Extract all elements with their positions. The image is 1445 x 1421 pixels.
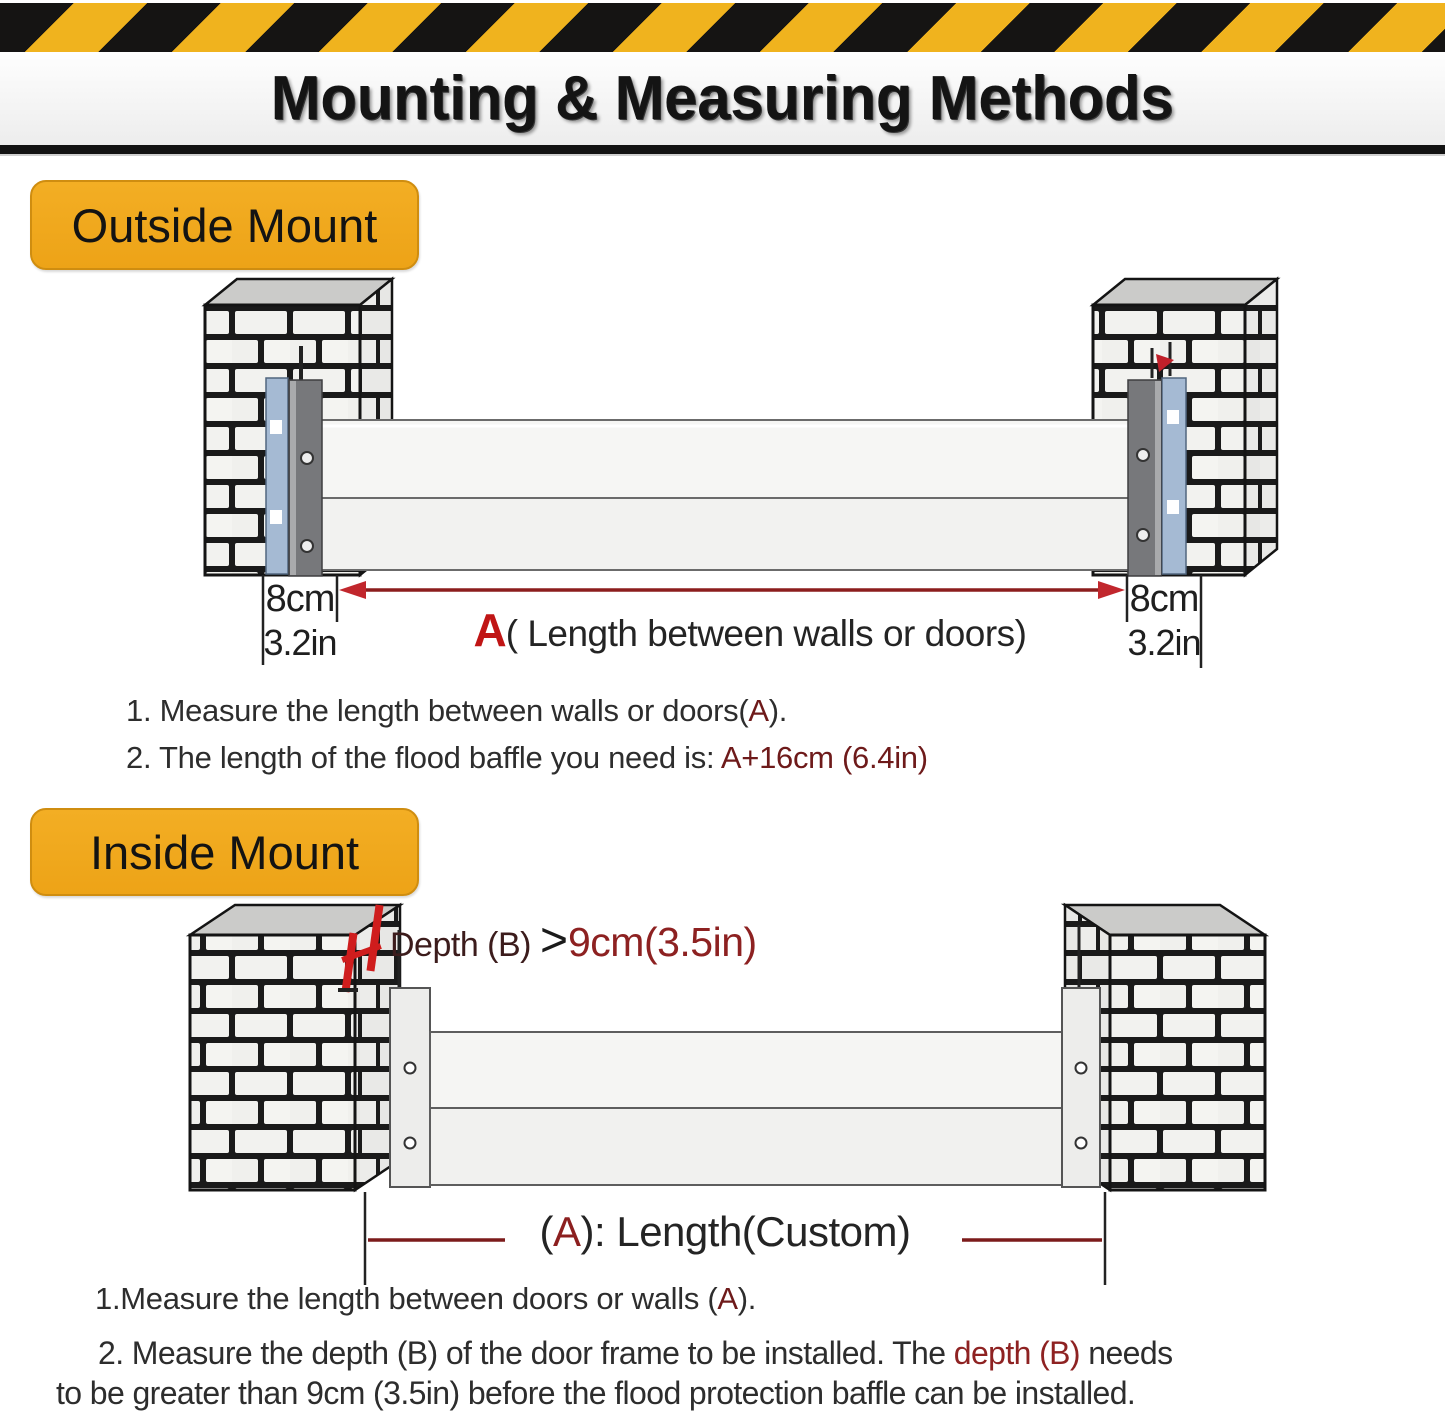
length-dimension-arrow	[339, 581, 1125, 599]
outside-step-2-formula: A+16cm (6.4in)	[720, 740, 928, 775]
inside-step-1-A: A	[717, 1281, 738, 1316]
flood-baffle-panels	[430, 1032, 1062, 1185]
inside-step-2-line2	[56, 1375, 1135, 1412]
inside-mount-label-text: Inside Mount	[89, 825, 360, 879]
outside-step-2	[126, 740, 928, 776]
inside-step-1-text: 1.Measure the length between doors or walls (	[95, 1281, 718, 1316]
inside-step-2-end: needs	[1079, 1335, 1173, 1371]
left-offset-cm: 8cm	[265, 578, 335, 620]
title-band	[0, 52, 1445, 145]
outside-mount-label-text: Outside Mount	[71, 198, 378, 252]
left-offset-in: 3.2in	[263, 622, 337, 663]
mounting-channel-left	[266, 346, 322, 576]
greater-than-sign: >	[539, 914, 568, 967]
page-title: Mounting & Measuring Methods	[271, 64, 1174, 133]
outside-step-1	[126, 693, 787, 729]
inside-step-2-continued: to be greater than 9cm (3.5in) before the flood protection baffle can be installed.	[56, 1375, 1136, 1411]
flood-baffle-panels	[310, 420, 1140, 570]
length-custom-text: ): Length(Custom)	[580, 1208, 911, 1255]
right-offset-cm: 8cm	[1129, 578, 1199, 620]
depth-annotation	[390, 913, 757, 968]
inside-step-1-end: ).	[737, 1281, 757, 1316]
title-underline-bar	[0, 145, 1445, 154]
outside-step-1-text: 1. Measure the length between walls or doors(	[126, 693, 749, 728]
inside-step-1	[95, 1281, 756, 1317]
length-annotation-A: A	[473, 604, 506, 656]
inside-step-2-text: 2. Measure the depth (B) of the door frame to be installed. The	[98, 1335, 954, 1371]
outside-step-1-end: ).	[768, 693, 788, 728]
length-custom-annotation	[500, 1208, 950, 1256]
depth-annotation-value: 9cm(3.5in)	[567, 919, 757, 965]
right-offset-in: 3.2in	[1127, 622, 1201, 663]
outside-step-2-text: 2. The length of the flood baffle you need is:	[126, 740, 721, 775]
inside-mount-label	[30, 808, 419, 896]
outside-step-1-A: A	[748, 693, 769, 728]
inside-step-2-line1	[98, 1335, 1172, 1372]
caution-stripe-banner	[0, 0, 1445, 55]
length-annotation-text: ( Length between walls or doors)	[505, 613, 1027, 654]
length-custom-A: A	[553, 1208, 581, 1255]
depth-annotation-label: Depth (B)	[390, 926, 540, 964]
length-annotation	[400, 603, 1100, 657]
length-custom-open: (	[539, 1208, 553, 1255]
inside-step-2-depth: depth (B)	[953, 1335, 1080, 1371]
